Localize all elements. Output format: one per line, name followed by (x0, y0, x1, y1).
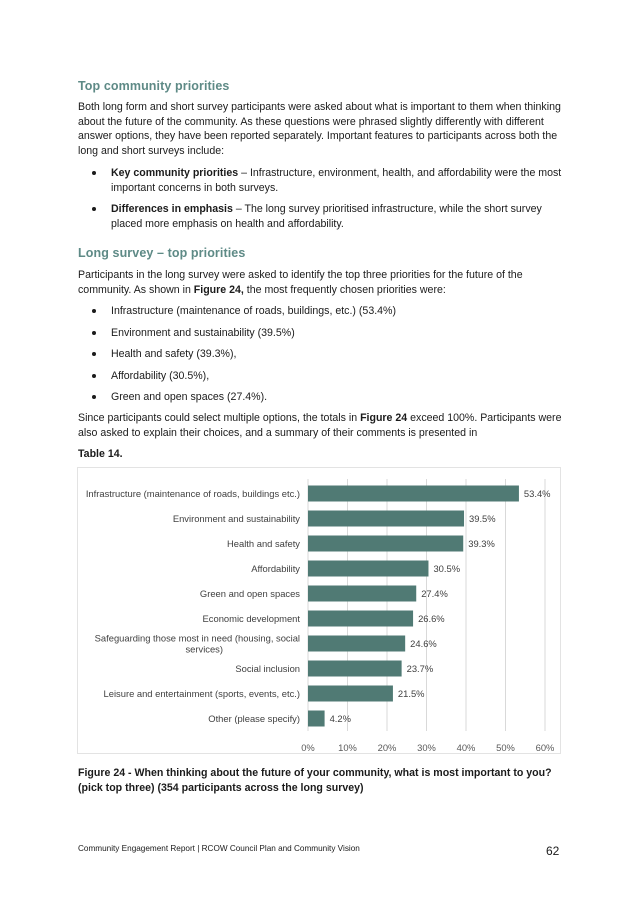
chart-svg (78, 468, 562, 755)
bar (308, 486, 519, 502)
key-points-list (90, 166, 566, 231)
bar (308, 511, 464, 527)
category-label: Leisure and entertainment (sports, events, etc.) (103, 688, 300, 699)
bar-value-label: 53.4% (523, 488, 551, 499)
category-label: Health and safety (227, 538, 300, 549)
x-tick-label: 10% (338, 742, 357, 753)
long-survey-intro (78, 268, 566, 297)
bar (308, 636, 405, 652)
x-tick-label: 40% (456, 742, 476, 753)
bar (308, 711, 325, 727)
bar-value-label: 30.5% (433, 563, 461, 574)
bullet-text: Infrastructure, environment, health, and affordability were the most important concerns in both surveys. (111, 167, 562, 194)
category-label: Green and open spaces (199, 588, 300, 599)
bar-value-label: 39.5% (469, 513, 496, 524)
priority-item: Affordability (30.5%), (90, 369, 566, 384)
x-tick-label: 0% (301, 742, 315, 753)
section-heading-top-priorities: Top community priorities (78, 79, 230, 93)
priority-item: Health and safety (39.3%), (90, 347, 566, 362)
bar (308, 561, 428, 577)
category-label: Social inclusion (235, 663, 300, 674)
bar (308, 586, 416, 602)
bar-value-label: 39.3% (468, 538, 495, 549)
intro-text-end: the most frequently chosen priorities were: (243, 283, 446, 296)
category-label: Infrastructure (maintenance of roads, buildings etc.) (85, 488, 300, 499)
table-reference: Table 14. (78, 448, 123, 460)
footer-text: Community Engagement Report | RCOW Council Plan and Community Vision (78, 844, 360, 853)
category-label: Other (please specify) (208, 713, 300, 724)
bar-value-label: 4.2% (329, 713, 351, 724)
priority-item: Infrastructure (maintenance of roads, buildings, etc.) (53.4%) (90, 304, 566, 319)
intro-text: Participants in the long survey were asked to identify the top three priorities for the future of the community. As shown in (78, 269, 523, 296)
category-label: Affordability (251, 563, 300, 574)
bullet-dash: – (238, 167, 250, 179)
figure-reference: Figure 24 (360, 412, 408, 424)
x-tick-label: 60% (535, 742, 555, 753)
figure-caption: Figure 24 - When thinking about the future of your community, what is most important to you? (pick top three) (354 participants across the long survey) (78, 767, 552, 794)
bullet-dash: – (232, 203, 245, 216)
x-tick-label: 30% (417, 742, 436, 753)
bar (308, 611, 413, 627)
x-tick-label: 20% (377, 742, 397, 753)
bar-value-label: 21.5% (397, 688, 425, 699)
bullet-bold-label: Differences in emphasis (111, 203, 233, 216)
priorities-bar-chart (77, 467, 561, 754)
bar (308, 536, 463, 552)
priorities-list (90, 304, 566, 405)
totals-text-end: exceed 100%. Participants were also asked to explain their choices, and a summary of their comments is presented in (78, 412, 562, 439)
totals-paragraph (78, 411, 566, 440)
bullet-bold-label: Key community priorities (111, 167, 239, 179)
intro-paragraph: Both long form and short survey participants were asked about what is important to them when thinking about the future of the community. As these questions were phrased slightly differently with different answer options, they have been reported separately. Important features to participants across both the long and short surveys include: (78, 101, 561, 157)
priority-item: Environment and sustainability (39.5%) (90, 326, 566, 341)
totals-text: Since participants could select multiple options, the totals in (78, 412, 361, 424)
section-heading-long-survey: Long survey – top priorities (78, 246, 246, 260)
category-label: Environment and sustainability (172, 513, 300, 524)
bullet-text: The long survey prioritised infrastructure, while the short survey placed more emphasis on health and affordability. (111, 203, 542, 230)
bar-value-label: 24.6% (410, 638, 437, 649)
bullet-differences (90, 202, 566, 231)
bar-value-label: 27.4% (421, 588, 448, 599)
bullet-key-priorities (90, 166, 566, 195)
category-label: Economic development (202, 613, 300, 624)
bar (308, 686, 393, 702)
x-tick-label: 50% (496, 742, 515, 753)
bar (308, 661, 402, 677)
figure-reference: Figure 24, (193, 283, 244, 296)
priority-item: Green and open spaces (27.4%). (90, 390, 566, 405)
category-label: Safeguarding those most in need (housing, social services) (94, 632, 300, 655)
page-number: 62 (546, 844, 560, 858)
bar-value-label: 26.6% (418, 613, 445, 624)
bar-value-label: 23.7% (406, 663, 434, 674)
